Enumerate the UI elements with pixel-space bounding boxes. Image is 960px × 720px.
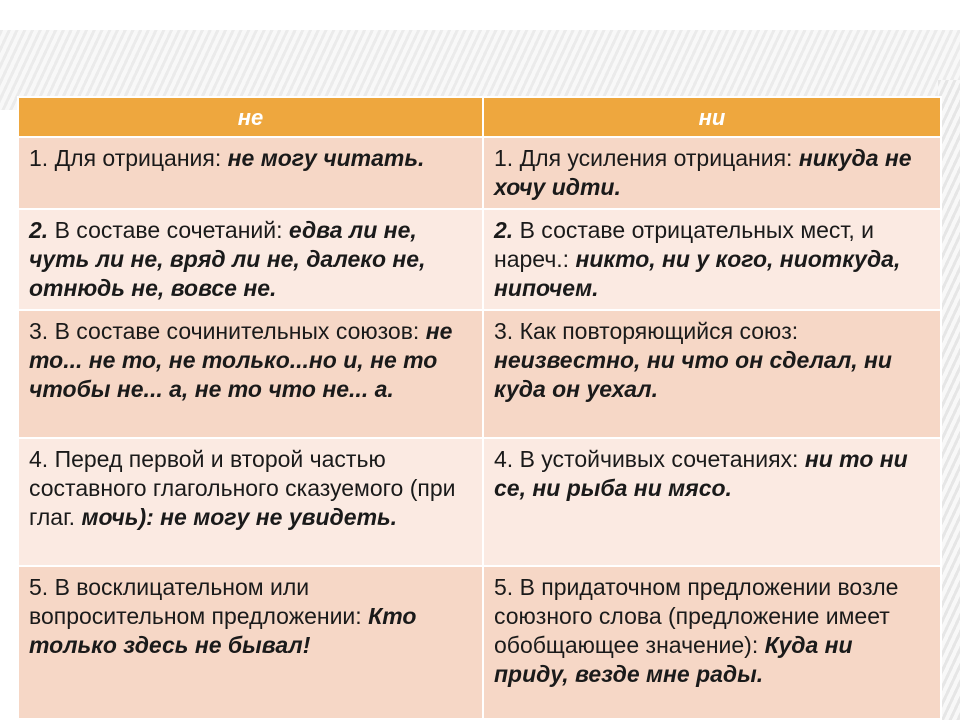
cell-example: неизвестно, ни что он сделал, ни куда он уехал.: [494, 347, 892, 402]
cell-text: В составе отрицательных мест, и нареч.:: [494, 217, 875, 272]
cell-example: Куда ни приду, везде мне рады.: [494, 632, 853, 687]
cell-text: 4. Перед первой и второй частью составного глагольного сказуемого (при глаг.: [29, 446, 456, 530]
cell-ni: [483, 137, 941, 209]
cell-example: Кто только здесь не бывал!: [29, 603, 417, 658]
cell-text: 3. Как повторяющийся союз:: [494, 318, 799, 344]
table-row: [18, 566, 941, 719]
table-row: [18, 209, 941, 310]
cell-example: не то... не то, не только...но и, не то чтобы не... а, не то что не... а.: [29, 318, 453, 402]
cell-text: В составе сочетаний:: [48, 217, 289, 243]
cell-text: 4. В устойчивых сочетаниях:: [494, 446, 805, 472]
cell-text: 1. Для усиления отрицания:: [494, 145, 799, 171]
cell-ne: [18, 566, 483, 719]
cell-ne: [18, 137, 483, 209]
cell-ni: [483, 566, 941, 719]
cell-text: 5. В восклицательном или вопросительном предложении:: [29, 574, 369, 629]
cell-example: едва ли не, чуть ли не, вряд ли не, далеко не, отнюдь не, вовсе не.: [29, 217, 426, 301]
cell-ne: [18, 310, 483, 438]
table-header-row: [18, 97, 941, 137]
cell-number: 2.: [494, 217, 514, 243]
cell-ni: [483, 310, 941, 438]
cell-ni: [483, 438, 941, 566]
cell-example: мочь): не могу не увидеть.: [81, 504, 398, 530]
table-row: [18, 438, 941, 566]
cell-example: ни то ни се, ни рыба ни мясо.: [494, 446, 908, 501]
table-row: [18, 310, 941, 438]
cell-text: 1. Для отрицания:: [29, 145, 228, 171]
cell-ne: [18, 209, 483, 310]
cell-example: никто, ни у кого, ниоткуда, нипочем.: [494, 246, 901, 301]
cell-text: 5. В придаточном предложении возле союзного слова (предложение имеет обобщающее значение):: [494, 574, 899, 658]
cell-number: 2.: [29, 217, 49, 243]
header-ne: не: [18, 97, 483, 137]
table-row: [18, 137, 941, 209]
cell-ni: [483, 209, 941, 310]
header-ni: ни: [483, 97, 941, 137]
cell-text: 3. В составе сочинительных союзов:: [29, 318, 426, 344]
cell-example: не могу читать.: [227, 145, 425, 171]
cell-example: никуда не хочу идти.: [494, 145, 912, 200]
ne-ni-table: [17, 96, 942, 720]
cell-ne: [18, 438, 483, 566]
